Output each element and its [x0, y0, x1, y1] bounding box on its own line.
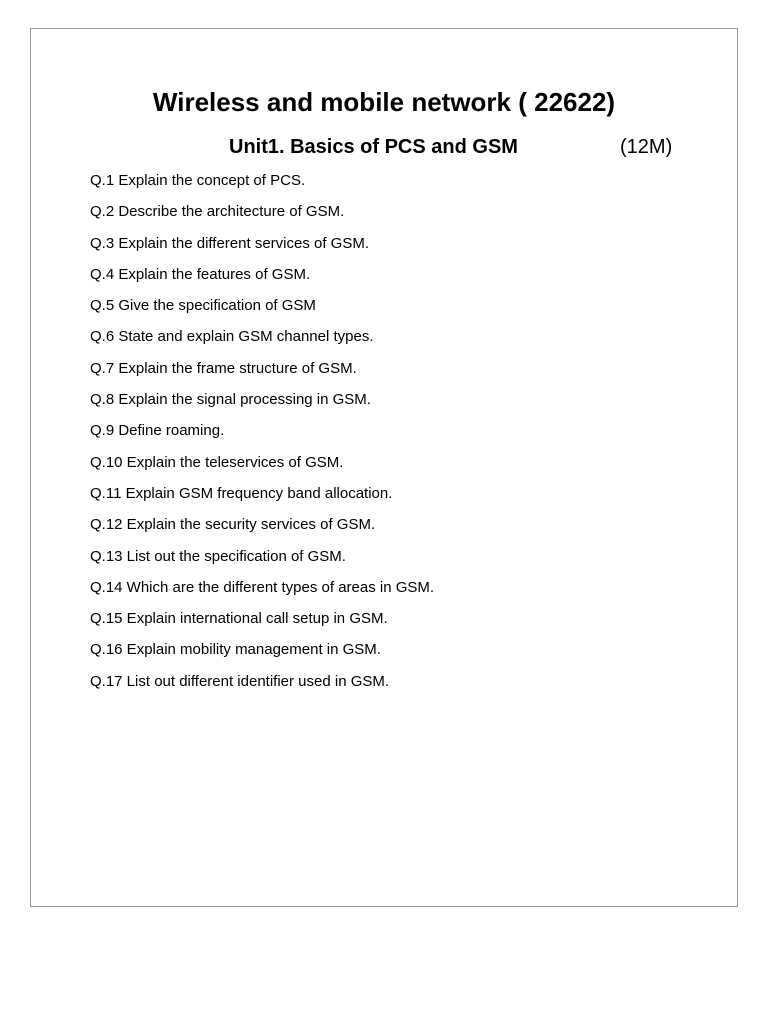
- question-item: Q.5 Give the specification of GSM: [90, 297, 316, 315]
- question-item: Q.17 List out different identifier used in GSM.: [90, 672, 390, 690]
- question-item: Q.9 Define roaming.: [90, 422, 225, 440]
- question-item: Q.2 Describe the architecture of GSM.: [90, 203, 345, 221]
- unit-title: Unit1. Basics of PCS and GSM: [229, 136, 518, 158]
- question-item: Q.15 Explain international call setup in GSM.: [90, 610, 388, 628]
- unit-marks: (12M): [620, 136, 673, 158]
- question-item: Q.1 Explain the concept of PCS.: [90, 172, 306, 189]
- question-list: [90, 171, 434, 703]
- question-item: Q.14 Which are the different types of areas in GSM.: [90, 578, 435, 596]
- question-item: Q.12 Explain the security services of GSM.: [90, 516, 376, 534]
- question-item: Q.11 Explain GSM frequency band allocation.: [90, 484, 393, 502]
- question-item: Q.10 Explain the teleservices of GSM.: [90, 453, 344, 471]
- question-item: Q.4 Explain the features of GSM.: [90, 265, 311, 283]
- question-item: Q.16 Explain mobility management in GSM.: [90, 641, 381, 659]
- question-item: Q.6 State and explain GSM channel types.: [90, 328, 374, 346]
- document-title: Wireless and mobile network ( 22622): [152, 87, 616, 117]
- question-item: Q.3 Explain the different services of GSM.: [90, 234, 370, 252]
- unit-heading: [31, 132, 737, 162]
- question-item: Q.13 List out the specification of GSM.: [90, 547, 346, 565]
- question-item: Q.7 Explain the frame structure of GSM.: [90, 359, 357, 377]
- document-page: [30, 28, 738, 907]
- question-item: Q.8 Explain the signal processing in GSM.: [90, 391, 371, 409]
